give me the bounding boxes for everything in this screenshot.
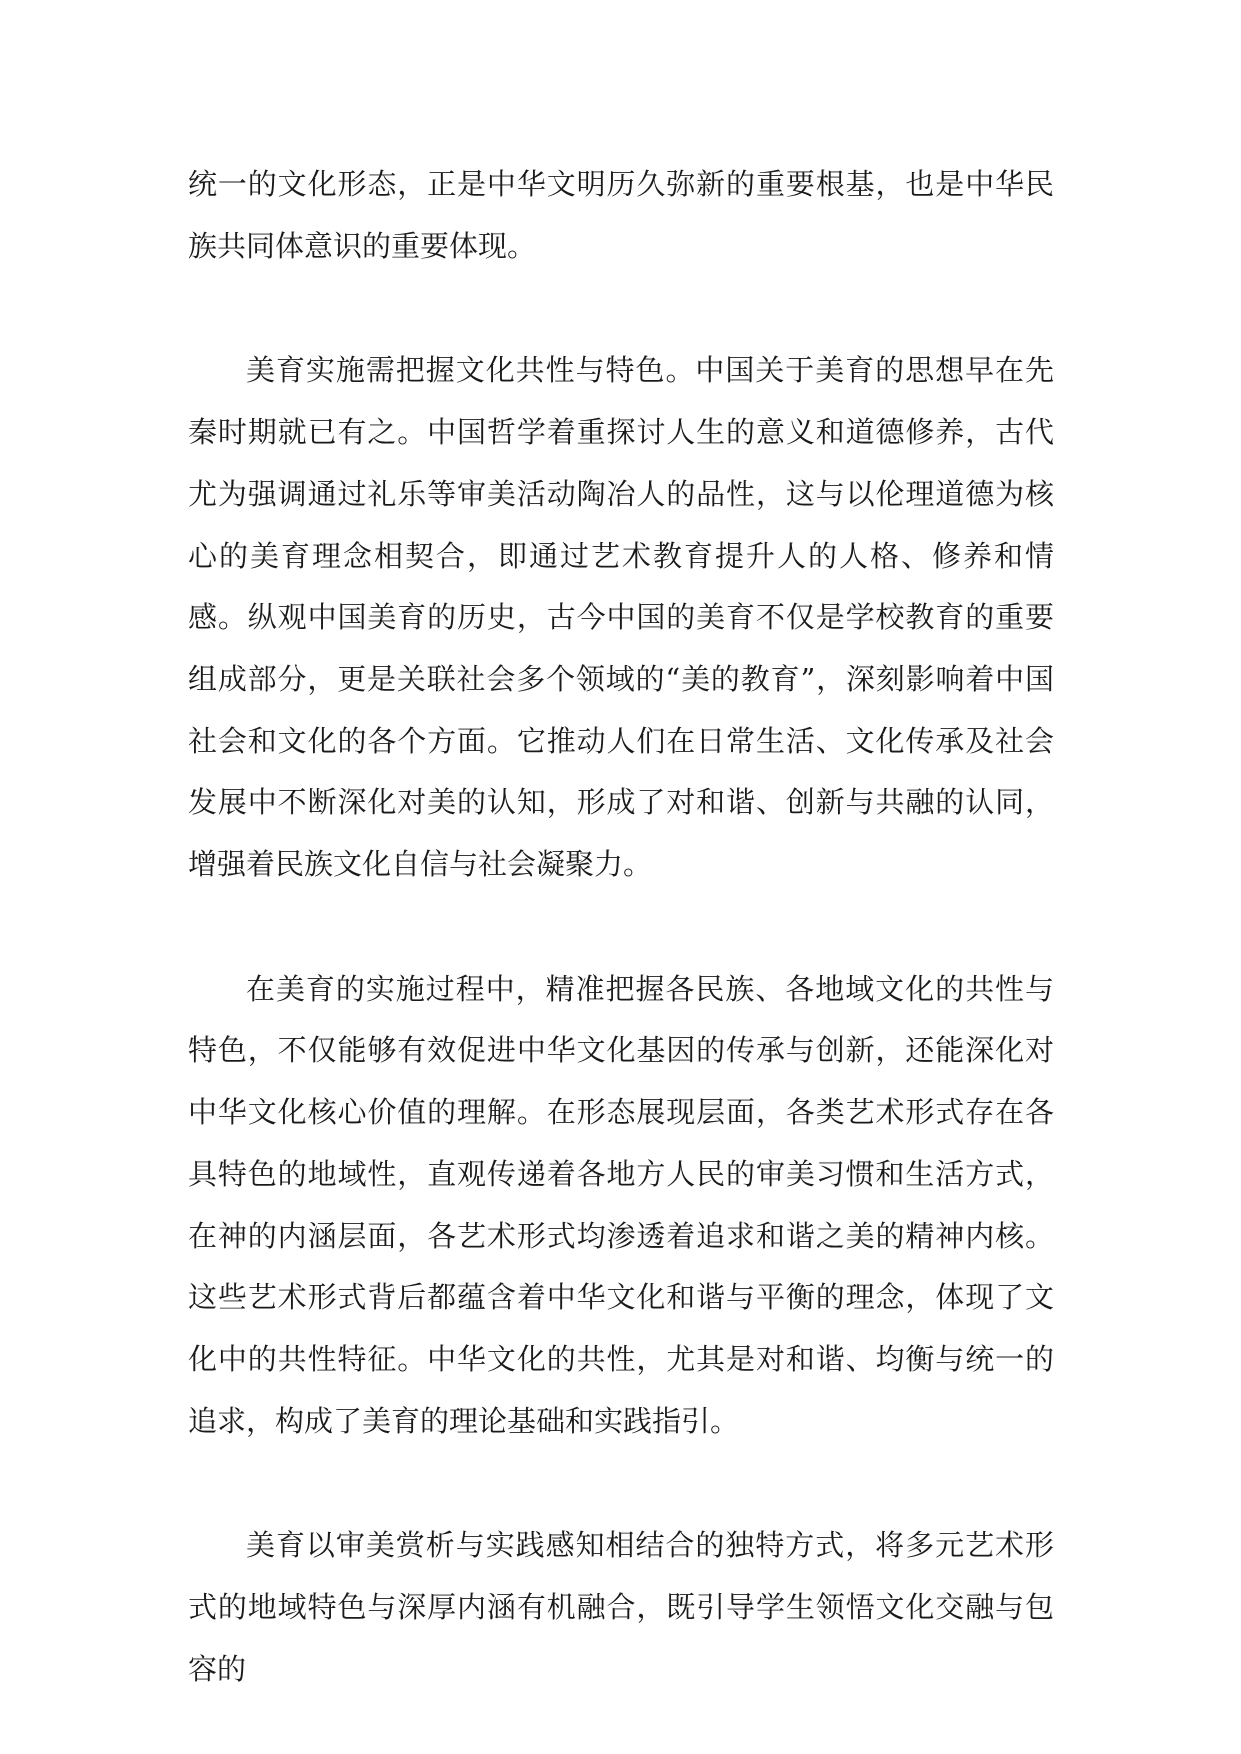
paragraph-appreciation-practice: 美育以审美赏析与实践感知相结合的独特方式，将多元艺术形式的地域特色与深厚内涵有机融合，既引导学生领悟文化交融与包容的 (188, 1528, 1054, 1686)
document-body (188, 154, 1054, 1700)
paragraph-gap (188, 1452, 1054, 1515)
paragraph-gap (188, 277, 1054, 340)
paragraph-implementation-process: 在美育的实施过程中，精准把握各民族、各地域文化的共性与特色，不仅能够有效促进中华文化基因的传承与创新，还能深化对中华文化核心价值的理解。在形态展现层面，各类艺术形式存在各具特色的地域性，直观传递着各地方人民的审美习惯和生活方式，在神的内涵层面，各艺术形式均渗透着追求和谐之美的精神内核。这些艺术形式背后都蕴含着中华文化和谐与平衡的理念，体现了文化中的共性特征。中华文化的共性，尤其是对和谐、均衡与统一的追求，构成了美育的理论基础和实践指引。 (188, 971, 1054, 1438)
paragraph-aesthetic-education-culture: 美育实施需把握文化共性与特色。中国关于美育的思想早在先秦时期就已有之。中国哲学着重探讨人生的意义和道德修养，古代尤为强调通过礼乐等审美活动陶冶人的品性，这与以伦理道德为核心的美育理念相契合，即通过艺术教育提升人的人格、修养和情感。纵观中国美育的历史，古今中国的美育不仅是学校教育的重要组成部分，更是关联社会多个领域的“美的教育”，深刻影响着中国社会和文化的各个方面。它推动人们在日常生活、文化传承及社会发展中不断深化对美的认知，形成了对和谐、创新与共融的认同，增强着民族文化自信与社会凝聚力。 (188, 353, 1054, 882)
paragraph-continuation: 统一的文化形态，正是中华文明历久弥新的重要根基，也是中华民族共同体意识的重要体现。 (188, 167, 1054, 263)
paragraph-gap (188, 896, 1054, 959)
